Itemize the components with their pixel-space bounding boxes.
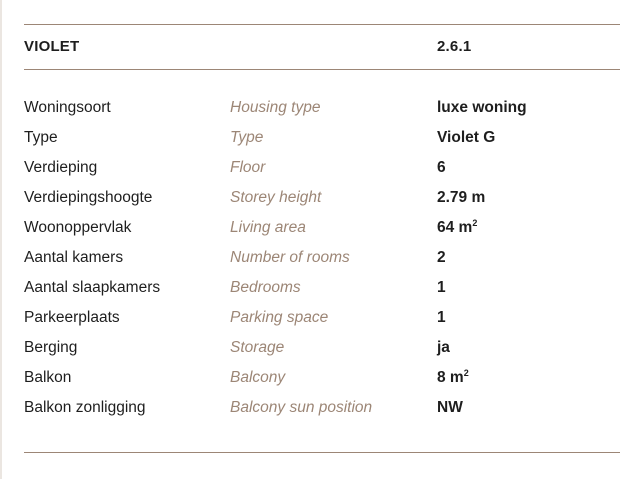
spec-value: 1 — [437, 279, 446, 296]
spec-row-number-of-rooms — [24, 247, 620, 277]
label-dutch: Berging — [24, 339, 78, 356]
label-english: Living area — [230, 219, 306, 236]
spec-value: Violet G — [437, 129, 496, 146]
label-dutch: Woningsoort — [24, 99, 111, 116]
spec-header — [24, 38, 620, 58]
label-english: Storey height — [230, 189, 322, 206]
label-dutch: Woonoppervlak — [24, 219, 132, 236]
label-dutch: Balkon zonligging — [24, 399, 146, 416]
label-dutch: Aantal slaapkamers — [24, 279, 161, 296]
spec-value: 1 — [437, 309, 446, 326]
spec-value: NW — [437, 399, 463, 416]
spec-row-balcony-sun-position — [24, 397, 620, 427]
unit-name: VIOLET — [24, 38, 80, 55]
spec-value: 2.79 m — [437, 189, 486, 206]
spec-row-housing-type — [24, 97, 620, 127]
spec-row-balcony — [24, 367, 620, 397]
spec-value: 2 — [437, 249, 446, 266]
spec-row-living-area — [24, 217, 620, 247]
spec-value: luxe woning — [437, 99, 527, 116]
unit-code: 2.6.1 — [437, 38, 472, 55]
spec-value: 64 $m^2$ — [437, 218, 478, 236]
spec-value: 8 $m^2$ — [437, 368, 469, 386]
page-edge — [0, 0, 2, 479]
header-divider — [24, 69, 620, 70]
spec-table — [24, 97, 620, 427]
label-english: Housing type — [230, 99, 321, 116]
label-english: Bedrooms — [230, 279, 301, 296]
label-english: Balcony sun position — [230, 399, 373, 416]
bottom-divider — [24, 452, 620, 453]
label-dutch: Type — [24, 129, 58, 146]
label-english: Number of rooms — [230, 249, 350, 266]
spec-row-storage — [24, 337, 620, 367]
superscript: 2 — [463, 368, 469, 378]
label-dutch: Parkeerplaats — [24, 309, 120, 326]
label-english: Parking space — [230, 309, 329, 326]
superscript: 2 — [472, 218, 478, 228]
spec-row-type — [24, 127, 620, 157]
label-english: Balcony — [230, 369, 286, 386]
spec-value: 6 — [437, 159, 446, 176]
label-dutch: Verdiepingshoogte — [24, 189, 153, 206]
label-english: Floor — [230, 159, 266, 176]
spec-row-parking-space — [24, 307, 620, 337]
label-dutch: Verdieping — [24, 159, 98, 176]
spec-value: ja — [437, 339, 450, 356]
label-dutch: Aantal kamers — [24, 249, 124, 266]
label-english: Storage — [230, 339, 285, 356]
spec-row-bedrooms — [24, 277, 620, 307]
spec-row-storey-height — [24, 187, 620, 217]
label-english: Type — [230, 129, 264, 146]
label-dutch: Balkon — [24, 369, 72, 386]
top-divider — [24, 24, 620, 25]
spec-row-floor — [24, 157, 620, 187]
